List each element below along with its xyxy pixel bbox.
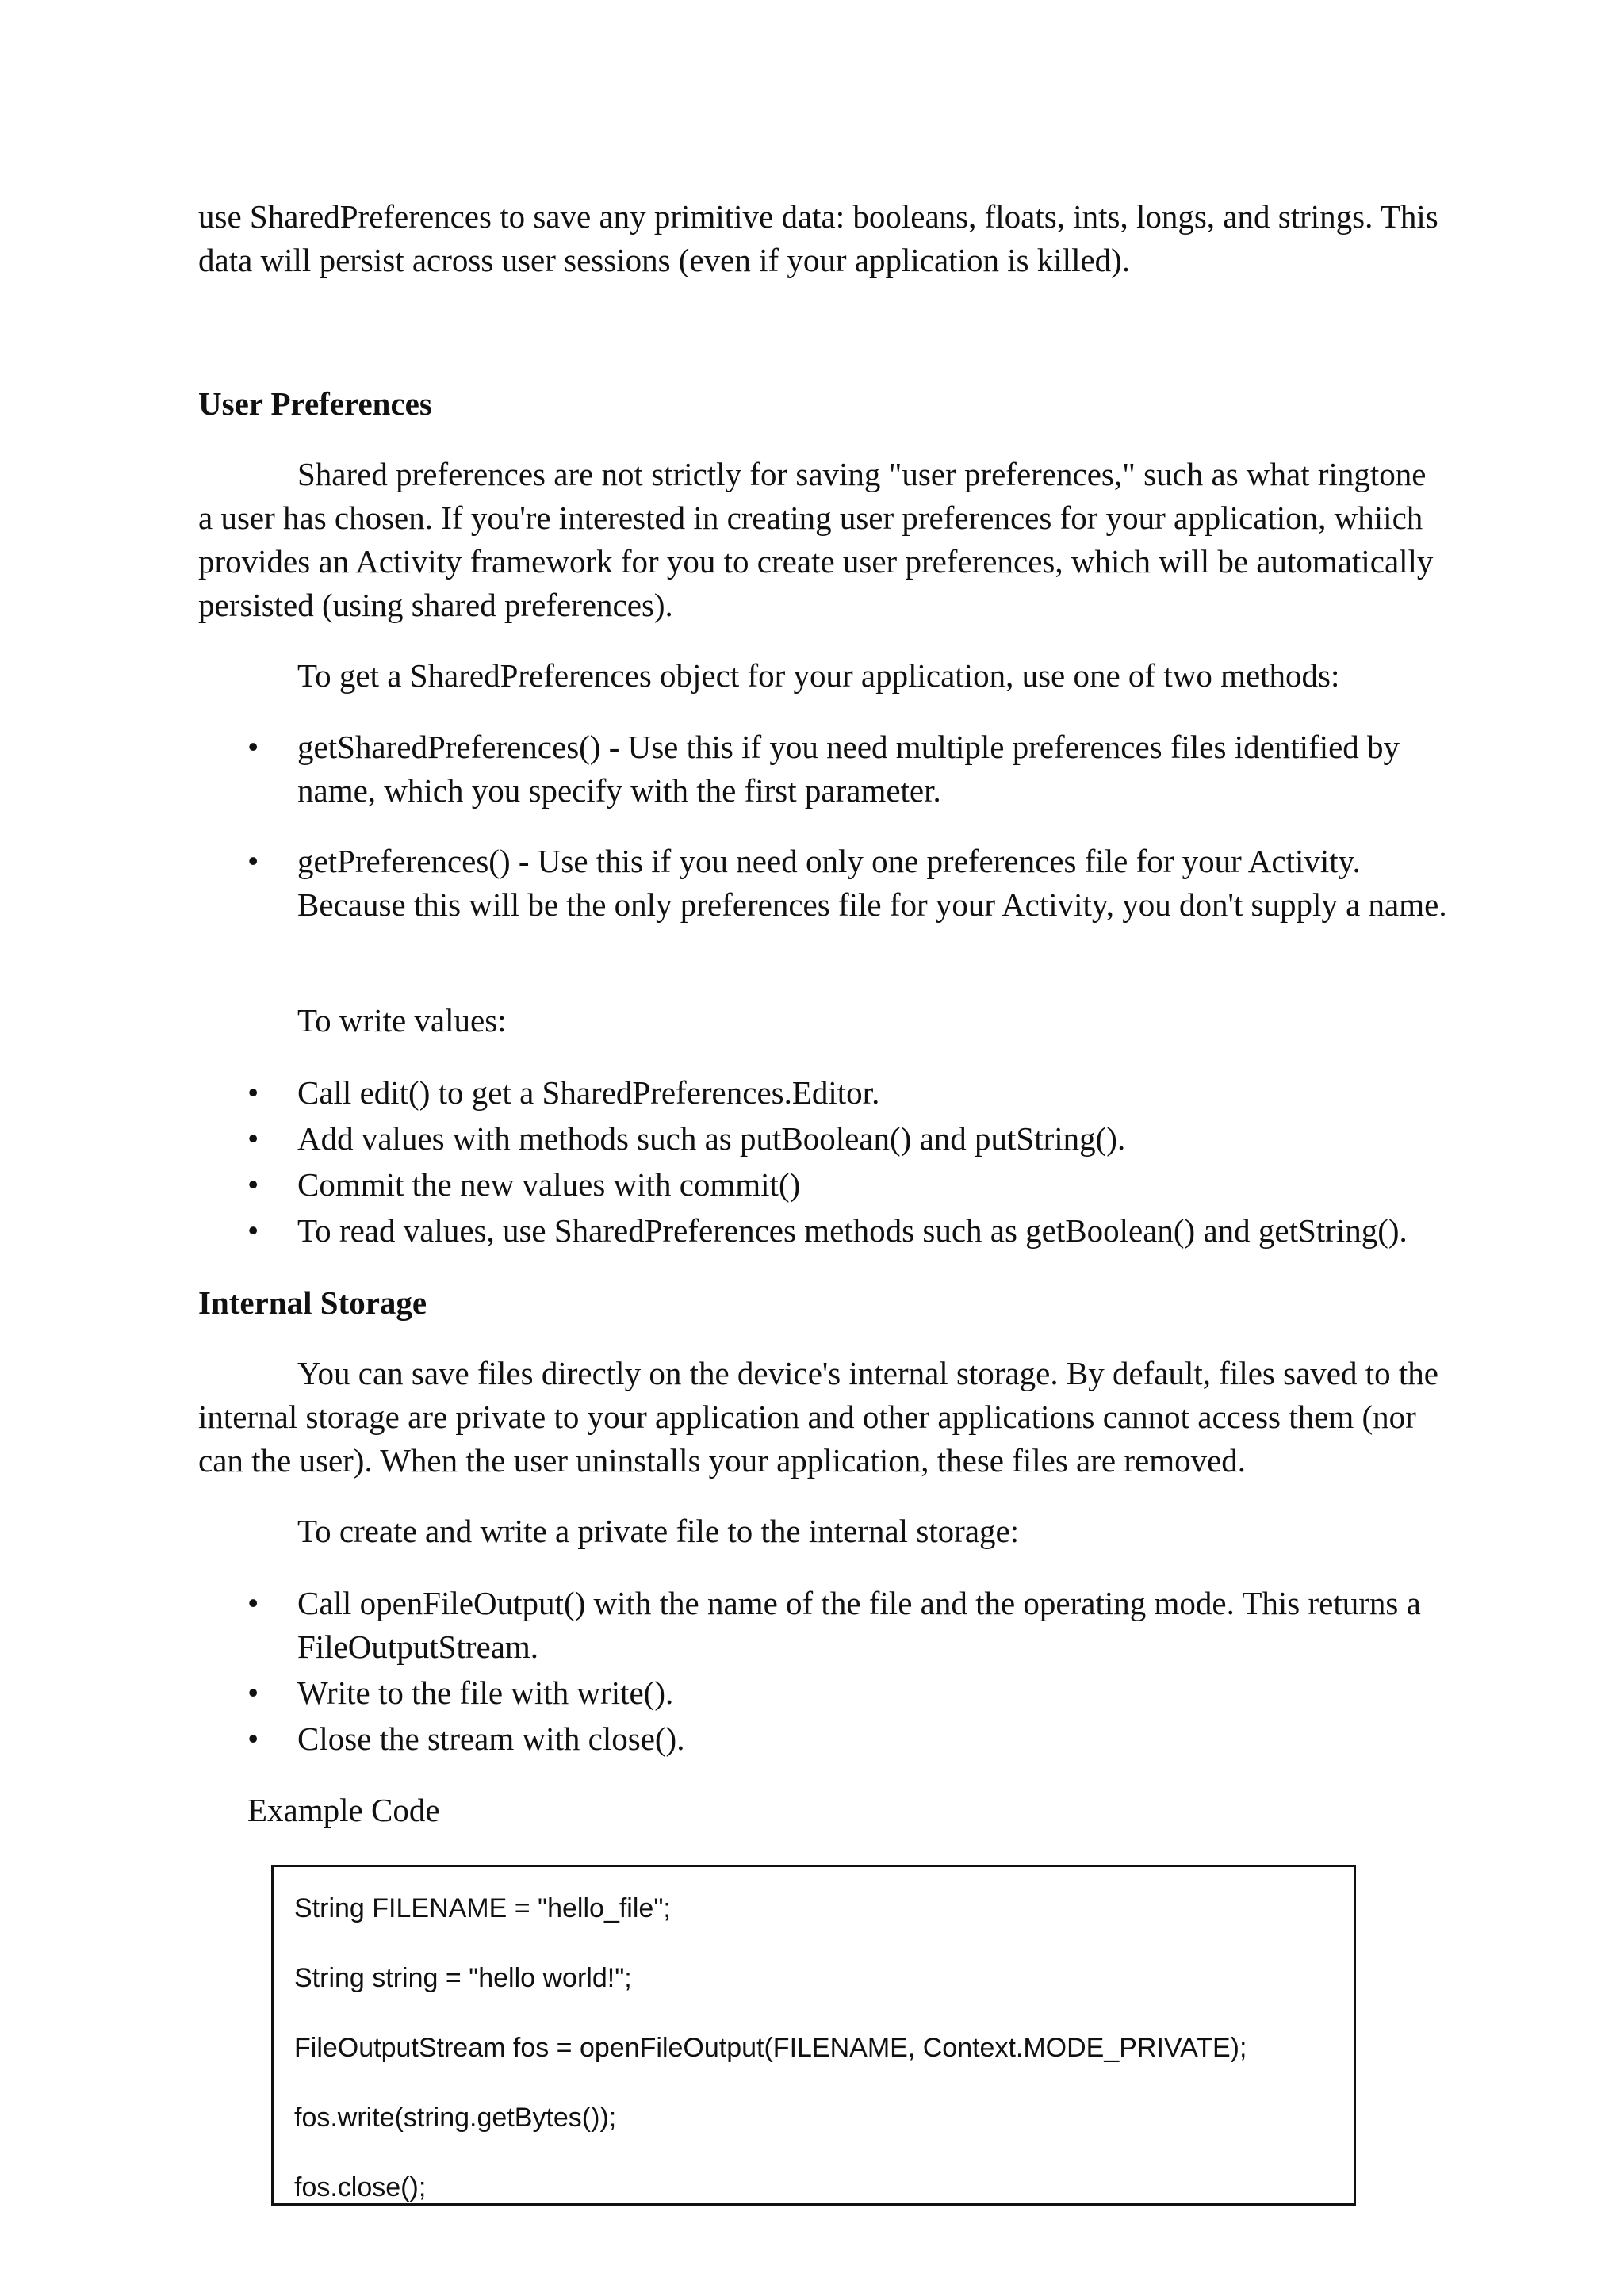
list-item-text: getPreferences() - Use this if you need only one preferences file for your Activity. Because this will be the only preferences file for your Activity, you don't supply a name. [297,843,1447,923]
bullet-icon: • [247,1074,259,1111]
code-line: fos.close(); [294,2172,427,2202]
bullet-icon: • [247,1212,259,1249]
write-intro: To write values: [297,1002,507,1039]
example-code-label: Example Code [247,1792,440,1828]
bullet-icon: • [247,843,259,879]
create-intro: To create and write a private file to the internal storage: [297,1513,1020,1549]
list-item [198,1117,1451,1161]
intro-paragraph: use SharedPreferences to save any primitive data: booleans, floats, ints, longs, and strings. This data will persist across user sessions (even if your application is killed). [198,198,1438,278]
methods-intro: To get a SharedPreferences object for your application, use one of two methods: [297,657,1340,694]
list-item [198,840,1451,927]
code-line: String string = "hello world!"; [294,1963,632,1993]
list-item-text: Call edit() to get a SharedPreferences.Editor. [297,1074,880,1111]
code-block [271,1865,1356,2206]
bullet-icon: • [247,1585,259,1621]
bullet-icon: • [247,1674,259,1711]
user-preferences-paragraph: Shared preferences are not strictly for saving "user preferences," such as what ringtone a user has chosen. If you're interested in creating user preferences for your application, whiich provides an Activity framework for you to create user preferences, which will be automatically persisted (using shared preferences). [198,456,1434,623]
bullet-icon: • [247,1120,259,1157]
code-line: String FILENAME = "hello_file"; [294,1893,671,1923]
create-steps-list [198,1582,1451,1763]
list-item-text: Add values with methods such as putBoolean() and putString(). [297,1120,1126,1157]
bullet-icon: • [247,1166,259,1203]
user-preferences-heading: User Preferences [198,385,432,422]
internal-storage-heading: Internal Storage [198,1284,427,1321]
list-item-text: Commit the new values with commit() [297,1166,801,1203]
write-steps-list [198,1071,1451,1255]
internal-storage-paragraph: You can save files directly on the device's internal storage. By default, files saved to the internal storage are private to your application and other applications cannot access them (nor can the user). When the user uninstalls your application, these files are removed. [198,1355,1438,1479]
list-item-text: Close the stream with close(). [297,1720,685,1757]
bullet-icon: • [247,1720,259,1757]
methods-list [198,725,1451,954]
list-item [198,1209,1451,1253]
list-item [198,1582,1451,1669]
list-item-text: Call openFileOutput() with the name of the file and the operating mode. This returns a FileOutputStream. [297,1585,1421,1665]
bullet-icon: • [247,729,259,765]
code-line: fos.write(string.getBytes()); [294,2103,617,2133]
list-item [198,725,1451,813]
list-item [198,1071,1451,1115]
list-item-text: Write to the file with write(). [297,1674,674,1711]
list-item [198,1717,1451,1761]
list-item [198,1163,1451,1207]
list-item-text: getSharedPreferences() - Use this if you need multiple preferences files identified by name, which you specify with the first parameter. [297,729,1400,809]
list-item-text: To read values, use SharedPreferences methods such as getBoolean() and getString(). [297,1212,1408,1249]
list-item [198,1671,1451,1715]
code-line: FileOutputStream fos = openFileOutput(FILENAME, Context.MODE_PRIVATE); [294,2033,1247,2063]
